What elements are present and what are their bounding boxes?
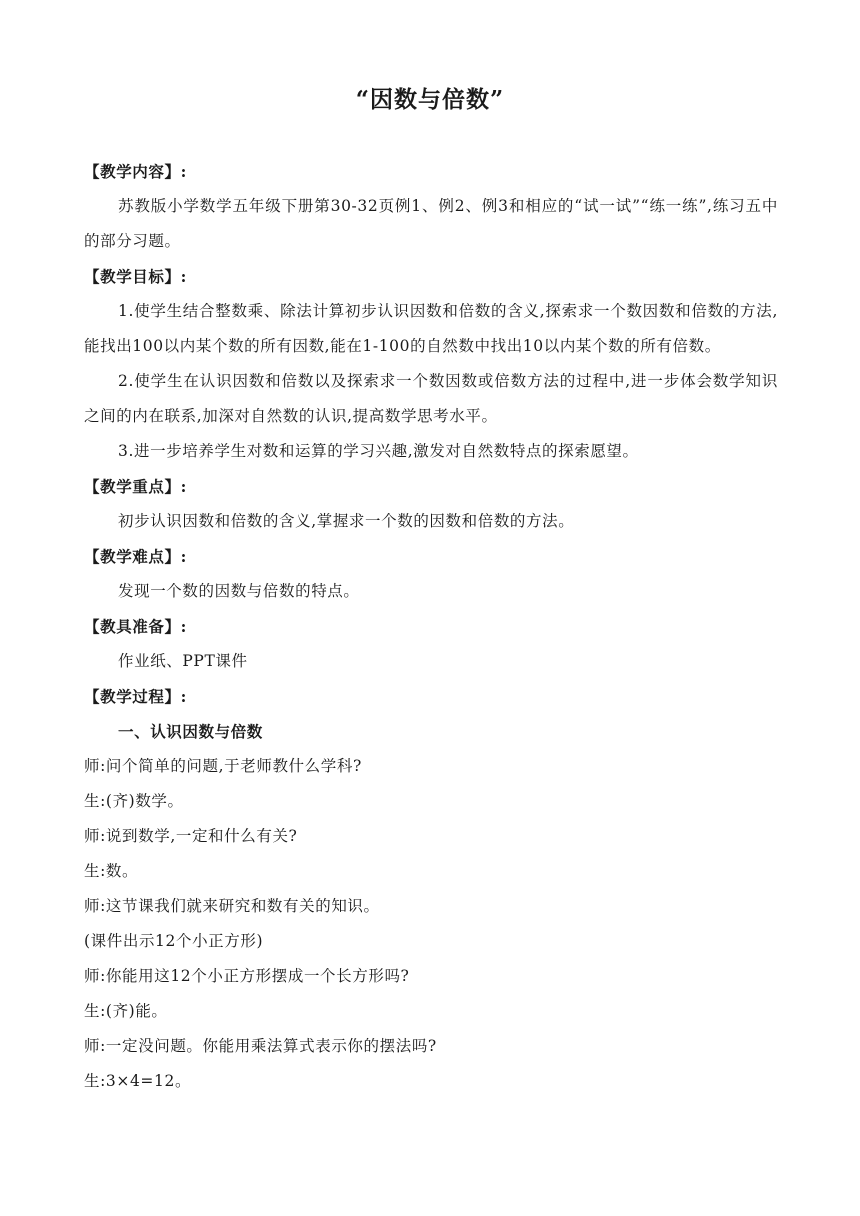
section-heading-content: 【教学内容】:	[84, 162, 187, 181]
dialog-line: 师:你能用这12个小正方形摆成一个长方形吗?	[84, 967, 410, 985]
document-body	[84, 154, 778, 1099]
section-heading-key-points: 【教学重点】:	[84, 477, 187, 496]
goal-paragraph-3: 3.进一步培养学生对数和运算的学习兴趣,激发对自然数特点的探索愿望。	[118, 442, 639, 460]
dialog-line: 生:3×4=12。	[84, 1072, 192, 1090]
content-paragraph: 苏教版小学数学五年级下册第30-32页例1、例2、例3和相应的“试一试”“练一练”,练习五中的部分习题。	[84, 197, 778, 250]
key-points-paragraph: 初步认识因数和倍数的含义,掌握求一个数的因数和倍数的方法。	[118, 512, 575, 530]
goal-paragraph-1: 1.使学生结合整数乘、除法计算初步认识因数和倍数的含义,探索求一个数因数和倍数的方法,能找出100以内某个数的所有因数,能在1-100的自然数中找出10以内某个数的所有倍数。	[84, 302, 778, 355]
dialog-line: 师:这节课我们就来研究和数有关的知识。	[84, 897, 380, 915]
dialog-line: 师:一定没问题。你能用乘法算式表示你的摆法吗?	[84, 1037, 437, 1055]
section-heading-process: 【教学过程】:	[84, 687, 187, 706]
section-heading-goals: 【教学目标】:	[84, 267, 187, 286]
dialog-line: 生:(齐)数学。	[84, 792, 184, 810]
courseware-note: (课件出示12个小正方形)	[84, 932, 264, 950]
materials-paragraph: 作业纸、PPT课件	[118, 652, 248, 670]
document-title: “因数与倍数”	[355, 86, 505, 113]
goal-paragraph-2: 2.使学生在认识因数和倍数以及探索求一个数因数或倍数方法的过程中,进一步体会数学知识之间的内在联系,加深对自然数的认识,提高数学思考水平。	[84, 372, 778, 425]
section-heading-materials: 【教具准备】:	[84, 617, 187, 636]
part-1-heading: 一、认识因数与倍数	[118, 722, 263, 741]
dialog-line: 师:问个简单的问题,于老师教什么学科?	[84, 757, 362, 775]
difficulty-paragraph: 发现一个数的因数与倍数的特点。	[118, 582, 360, 600]
dialog-line: 师:说到数学,一定和什么有关?	[84, 827, 298, 845]
dialog-line: 生:(齐)能。	[84, 1002, 168, 1020]
section-heading-difficulty: 【教学难点】:	[84, 547, 187, 566]
dialog-line: 生:数。	[84, 862, 139, 880]
